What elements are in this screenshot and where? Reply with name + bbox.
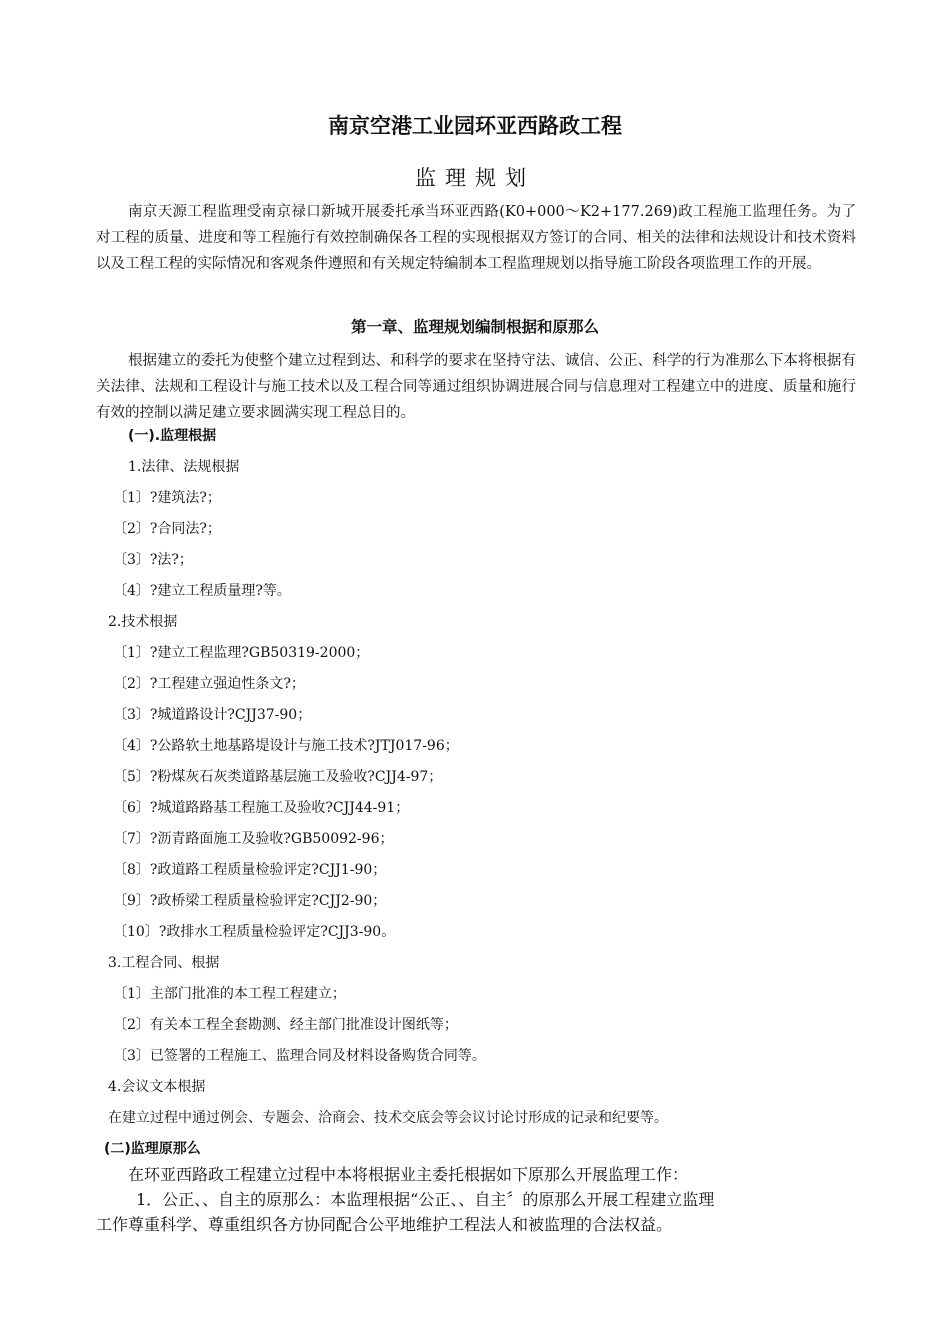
- principle-item-1-cont: 工作尊重科学、尊重组织各方协同配合公平地维护工程法人和被监理的合法权益。: [96, 1215, 673, 1234]
- section-heading-principles: (二)监理原那么: [104, 1141, 201, 1157]
- list-item: 〔6〕?城道路路基工程施工及验收?CJJ44-91；: [113, 800, 410, 816]
- list-item: 〔1〕?建立工程监理?GB50319-2000；: [113, 645, 370, 661]
- list-item: 〔4〕?建立工程质量理?等。: [113, 583, 291, 599]
- chapter-heading: 第一章、监理规划编制根据和原那么: [350, 318, 599, 336]
- list-item: 〔2〕?合同法?；: [113, 521, 221, 537]
- document-subtitle: 监理规划: [415, 166, 535, 190]
- intro-paragraph: 南京天源工程监理受南京禄口新城开展委托承当环亚西路(K0+000～K2+177.269)政工程施工监理任务。为了对工程的质量、进度和等工程施行有效控制确保各工程的实现根据双方签订的合同、相关的法律和法规设计和技术资料以及工程工程的实际情况和客观条件遵照和有关规定特编制本工程监理规划以指导施工阶段各项监理工作的开展。: [96, 204, 856, 272]
- section-heading-basis: (一).监理根据: [128, 428, 217, 444]
- list-item: 〔8〕?政道路工程质量检验评定?CJJ1-90；: [113, 862, 387, 878]
- principles-intro: 在环亚西路政工程建立过程中本将根据业主委托根据如下原那么开展监理工作：: [128, 1165, 689, 1184]
- sub-heading-technical: 2.技术根据: [108, 614, 178, 630]
- list-item: 〔5〕?粉煤灰石灰类道路基层施工及验收?CJJ4-97；: [113, 769, 443, 785]
- document-title: 南京空港工业园环亚西路政工程: [328, 114, 622, 138]
- list-item: 〔4〕?公路软土地基路堤设计与施工技术?JTJ017-96；: [113, 738, 459, 754]
- list-item: 〔3〕?城道路设计?CJJ37-90；: [113, 707, 312, 723]
- list-item: 〔3〕已签署的工程施工、监理合同及材料设备购货合同等。: [113, 1048, 486, 1064]
- sub-heading-contract: 3.工程合同、根据: [108, 955, 220, 971]
- sub-heading-laws: 1.法律、法规根据: [128, 459, 240, 475]
- meeting-text: 在建立过程中通过例会、专题会、洽商会、技术交底会等会议讨论讨形成的记录和纪要等。: [108, 1110, 668, 1126]
- list-item: 〔3〕?法?；: [113, 552, 193, 568]
- list-item: 〔1〕?建筑法?；: [113, 490, 221, 506]
- list-item: 〔7〕?沥青路面施工及验收?GB50092-96；: [113, 831, 394, 847]
- list-item: 〔9〕?政桥梁工程质量检验评定?CJJ2-90；: [113, 893, 387, 909]
- sub-heading-meeting: 4.会议文本根据: [108, 1079, 206, 1095]
- chapter-paragraph: 根据建立的委托为使整个建立过程到达、和科学的要求在坚持守法、诚信、公正、科学的行为准那么下本将根据有关法律、法规和工程设计与施工技术以及工程合同等通过组织协调进展合同与信息理对工程建立中的进度、质量和施行有效的控制以满足建立要求圆满实现工程总目的。: [96, 353, 856, 421]
- list-item: 〔10〕?政排水工程质量检验评定?CJJ3-90。: [113, 924, 396, 940]
- list-item: 〔1〕主部门批准的本工程工程建立；: [113, 986, 346, 1002]
- principle-item-1: 1．公正、、自主的原那么：本监理根据“公正、、自主〞的原那么开展工程建立监理: [136, 1190, 715, 1209]
- list-item: 〔2〕?工程建立强迫性条文?；: [113, 676, 305, 692]
- list-item: 〔2〕有关本工程全套勘测、经主部门批准设计图纸等；: [113, 1017, 458, 1033]
